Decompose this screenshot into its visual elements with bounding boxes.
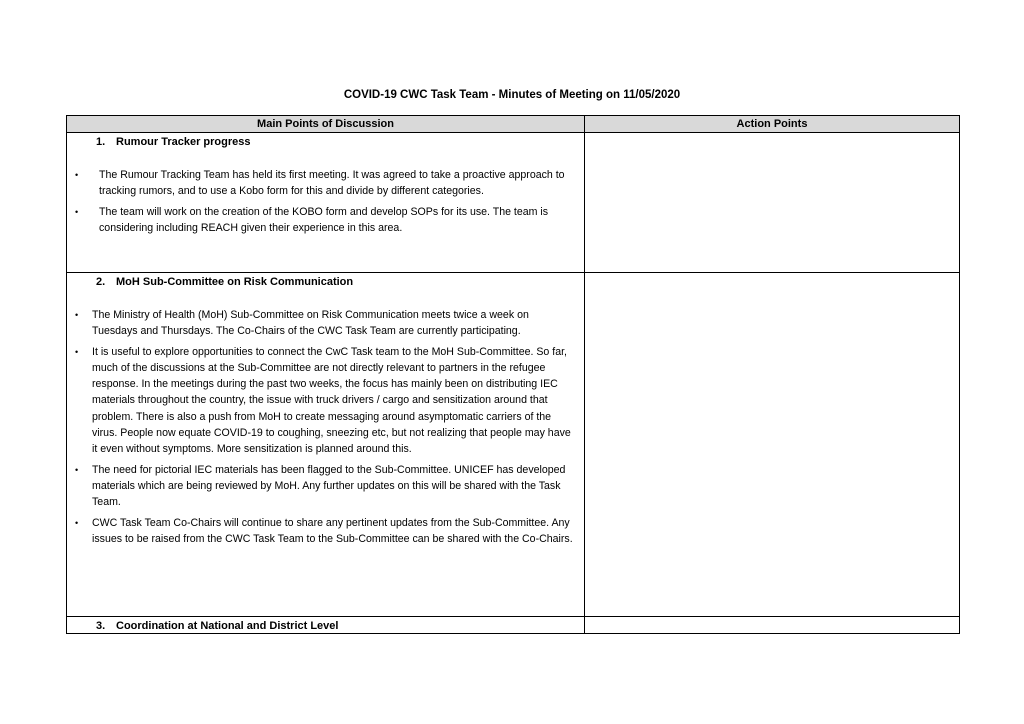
discussion-points xyxy=(67,289,584,547)
minutes-table xyxy=(66,115,960,634)
section-number: 3. xyxy=(96,620,106,632)
action-points-cell xyxy=(585,273,960,617)
point-text: CWC Task Team Co-Chairs will continue to share any pertinent updates from the Sub-Committee. Any issues to be raised from the CWC Task Team to the Sub-Committee can be shared with the Co-Chairs. xyxy=(92,516,573,545)
bullet-icon: • xyxy=(75,346,79,357)
list-item xyxy=(75,462,576,511)
section-title: Rumour Tracker progress xyxy=(116,136,251,148)
point-text: It is useful to explore opportunities to connect the CwC Task team to the MoH Sub-Committee. So far, much of the discussions at the Sub-Committee are not directly relevant to partners in the refugee response. In the meetings during the past two weeks, the focus has mainly been on distributing IEC materials throughout the country, the issue with truck drivers / cargo and sensitization around that problem. There is also a push from MoH to create messaging around asymptomatic carriers of the virus. People now equate COVID-19 to coughing, sneezing etc, but not realizing that people may have it even without symptoms. More sensitization is planned around this. xyxy=(92,345,571,456)
bullet-icon: • xyxy=(75,464,79,475)
section-heading xyxy=(67,133,584,149)
header-action-points: Action Points xyxy=(585,116,960,133)
header-main-points: Main Points of Discussion xyxy=(67,116,585,133)
point-text: The Rumour Tracking Team has held its first meeting. It was agreed to take a proactive approach to tracking rumors, and to use a Kobo form for this and divide by different categories. xyxy=(99,169,565,198)
point-text: The team will work on the creation of the KOBO form and develop SOPs for its use. The team is considering including REACH given their experience in this area. xyxy=(99,205,549,234)
section-heading xyxy=(67,273,584,289)
section-moh-subcommittee xyxy=(67,273,585,617)
bullet-icon: • xyxy=(75,517,79,528)
bullet-icon: • xyxy=(75,206,79,217)
list-item xyxy=(75,204,576,237)
section-coordination xyxy=(67,617,585,634)
table-header-row xyxy=(67,116,960,133)
table-row xyxy=(67,133,960,273)
section-number: 1. xyxy=(96,136,106,148)
section-number: 2. xyxy=(96,276,106,288)
action-points-cell xyxy=(585,133,960,273)
list-item xyxy=(75,167,576,200)
table-row xyxy=(67,273,960,617)
bullet-icon: • xyxy=(75,310,79,320)
discussion-points xyxy=(67,149,584,236)
section-title: Coordination at National and District Level xyxy=(116,620,339,632)
bullet-icon: • xyxy=(75,170,79,180)
point-text: The need for pictorial IEC materials has been flagged to the Sub-Committee. UNICEF has developed materials which are being reviewed by MoH. Any further updates on this will be shared with the Task Team. xyxy=(92,463,566,509)
point-text: The Ministry of Health (MoH) Sub-Committee on Risk Communication meets twice a week on Tuesdays and Thursdays. The Co-Chairs of the CWC Task Team are currently participating. xyxy=(92,309,529,338)
list-item xyxy=(75,515,576,548)
section-rumour-tracker xyxy=(67,133,585,273)
section-title: MoH Sub-Committee on Risk Communication xyxy=(116,276,354,288)
action-points-cell xyxy=(585,617,960,634)
document-title: COVID-19 CWC Task Team - Minutes of Meeting on 11/05/2020 xyxy=(343,89,681,101)
list-item xyxy=(75,344,576,458)
list-item xyxy=(75,307,576,340)
section-heading xyxy=(67,617,584,633)
table-row xyxy=(67,617,960,634)
